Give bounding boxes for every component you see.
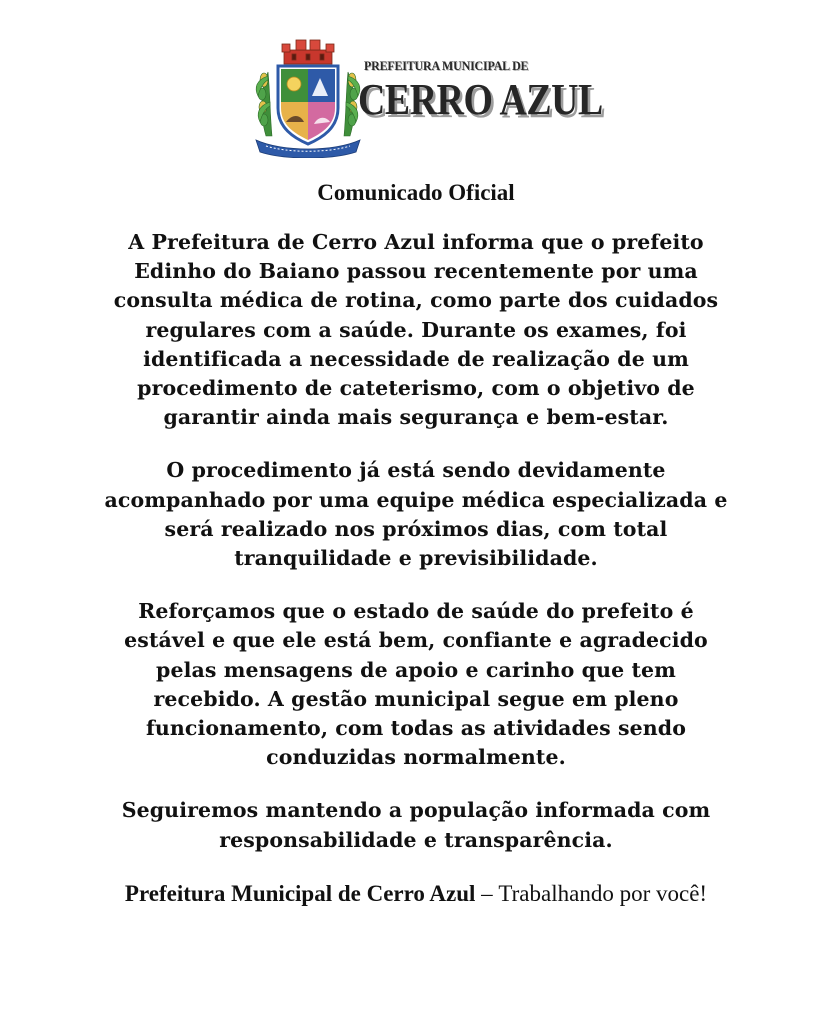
paragraph-procedure: O procedimento já está sendo devidamente acompanhado por uma equipe médica especializada e será realizado nos próximos dias, com total tranquilidade e previsibilidade. xyxy=(104,458,728,571)
paragraph-announcement: A Prefeitura de Cerro Azul informa que o prefeito Edinho do Baiano passou recentemente por uma consulta médica de rotina, como parte dos cuidados regulares com a saúde. Durante os exames, foi identificada a necessidade de realização de um procedimento de cateterismo, com o objetivo de garantir ainda mais segurança e bem-estar. xyxy=(113,230,719,430)
signature-tagline: Trabalhando por você! xyxy=(498,880,708,906)
signature-separator: – xyxy=(481,880,493,906)
paragraph-commitment: Seguiremos mantendo a população informada com responsabilidade e transparência. xyxy=(121,798,711,852)
closing-signature xyxy=(100,879,732,908)
letterhead xyxy=(252,36,603,158)
brand-city-name: CERRO AZUL xyxy=(358,75,603,124)
paragraph-health-status: Reforçamos que o estado de saúde do prefeito é estável e que ele está bem, confiante e agradecido pelas mensagens de apoio e carinho que tem recebido. A gestão municipal segue em pleno funcionamento, com todas as atividades sendo conduzidas normalmente. xyxy=(124,599,708,770)
municipal-coat-of-arms-icon xyxy=(252,36,364,158)
signature-organization: Prefeitura Municipal de Cerro Azul xyxy=(124,880,476,906)
brand-subtitle: PREFEITURA MUNICIPAL DE xyxy=(364,58,529,73)
page-title: Comunicado Oficial xyxy=(317,180,515,205)
notice-body xyxy=(100,178,732,908)
